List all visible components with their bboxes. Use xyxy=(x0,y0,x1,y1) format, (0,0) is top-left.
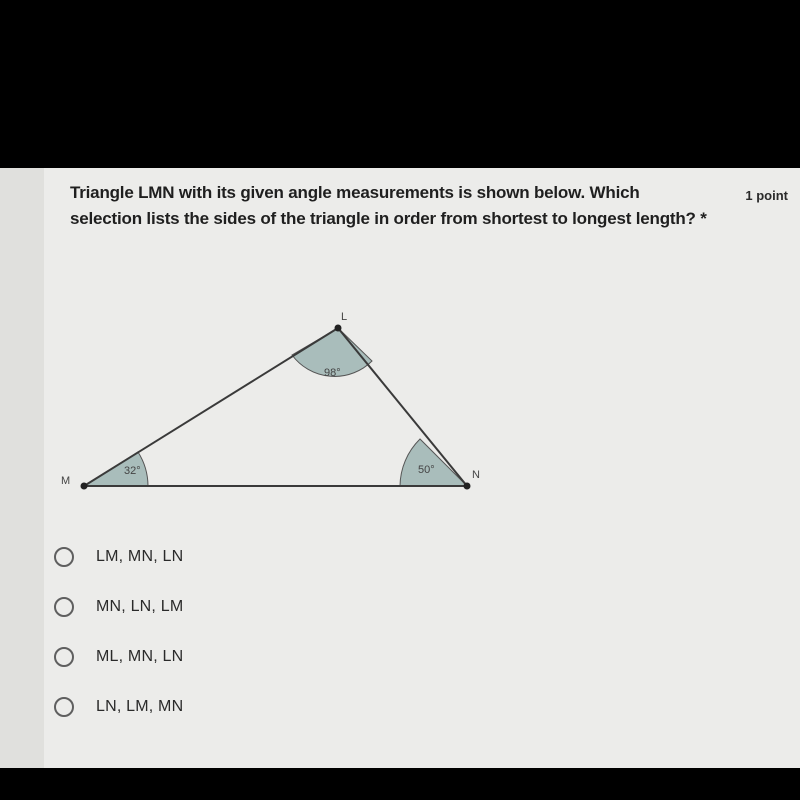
radio-button[interactable] xyxy=(54,597,74,617)
left-margin xyxy=(0,168,44,768)
option-4[interactable] xyxy=(54,682,183,732)
option-1[interactable] xyxy=(54,532,183,582)
answer-options xyxy=(54,532,183,732)
angle-label-l: 98° xyxy=(324,367,341,379)
option-label: LN, LM, MN xyxy=(96,698,184,715)
option-2[interactable] xyxy=(54,582,183,632)
question-text: Triangle LMN with its given angle measurements is shown below. Which selection lists the sides of the triangle in order from shortest to longest length? * xyxy=(70,183,707,228)
option-label: LM, MN, LN xyxy=(96,548,184,565)
vertex-label-l: L xyxy=(341,311,348,323)
vertex-label-n: N xyxy=(472,469,480,481)
option-3[interactable] xyxy=(54,632,183,682)
angle-label-n: 50° xyxy=(418,464,435,476)
vertex-l-dot xyxy=(335,325,342,332)
question-card xyxy=(44,168,800,768)
vertex-label-m: M xyxy=(61,475,71,487)
points-label: 1 point xyxy=(745,188,788,203)
vertex-m-dot xyxy=(81,483,88,490)
side-lm xyxy=(84,328,338,486)
screen xyxy=(0,168,800,768)
option-label: ML, MN, LN xyxy=(96,648,184,665)
radio-button[interactable] xyxy=(54,547,74,567)
radio-button[interactable] xyxy=(54,647,74,667)
option-label: MN, LN, LM xyxy=(96,598,184,615)
angle-label-m: 32° xyxy=(124,465,141,477)
vertex-n-dot xyxy=(464,483,471,490)
triangle-diagram xyxy=(44,298,800,508)
radio-button[interactable] xyxy=(54,697,74,717)
side-ln xyxy=(338,328,467,486)
